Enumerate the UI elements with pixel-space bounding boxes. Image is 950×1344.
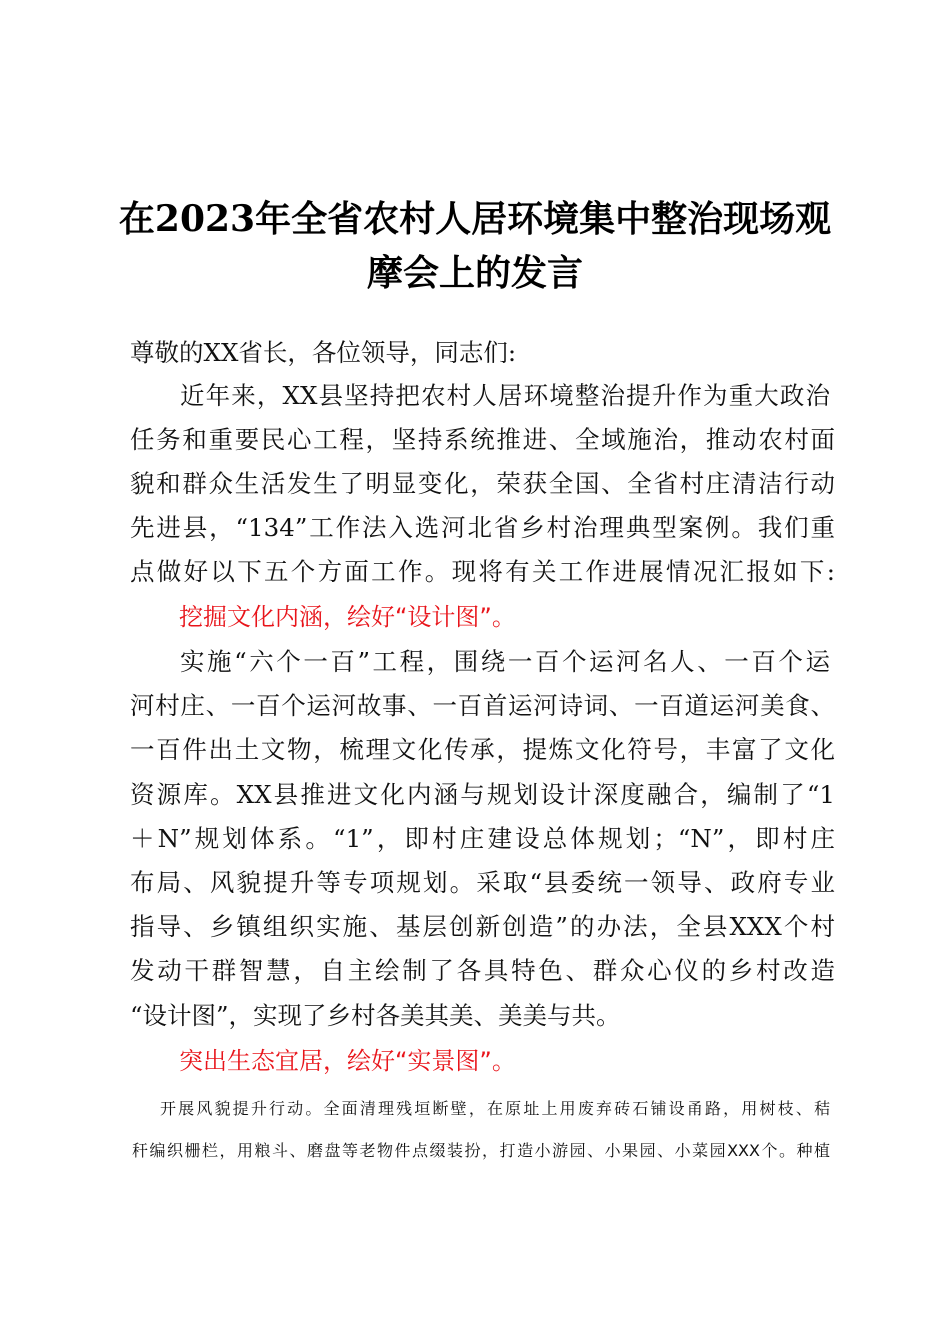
- intro-line-2: 任务和重要民心工程，坚持系统推进、全域施治，推动农村面: [130, 425, 835, 454]
- intro-line-1: 近年来，XX县坚持把农村人居环境整治提升作为重大政治: [180, 381, 830, 410]
- section1-line-7: 指导、乡镇组织实施、基层创新创造”的办法，全县XXX个村: [130, 912, 835, 941]
- title-line-2: 摩会上的发言: [366, 252, 583, 294]
- intro-line-4: 先进县，“134”工作法入选河北省乡村治理典型案例。我们重: [130, 513, 835, 542]
- section1-line-1: 实施“六个一百”工程，围绕一百个运河名人、一百个运: [180, 647, 830, 676]
- section1-line-9: “设计图”，实现了乡村各美其美、美美与共。: [130, 1001, 621, 1030]
- section1-line-2: 河村庄、一百个运河故事、一百首运河诗词、一百道运河美食、: [130, 691, 835, 720]
- title-line-1: 在2023年全省农村人居环境集中整治现场观: [118, 198, 832, 240]
- intro-line-5: 点做好以下五个方面工作。现将有关工作进展情况汇报如下:: [130, 557, 835, 586]
- section1-line-6: 布局、风貌提升等专项规划。采取“县委统一领导、政府专业: [130, 868, 835, 897]
- section1-line-8: 发动干群智慧，自主绘制了各具特色、群众心仪的乡村改造: [130, 956, 835, 985]
- section-heading-1: 挖掘文化内涵，绘好“设计图”。: [179, 603, 516, 631]
- section2-line-2: 秆编织栅栏，用粮斗、磨盘等老物件点缀装扮，打造小游园、小果园、小菜园XXX个。种植: [132, 1141, 830, 1160]
- salutation: 尊敬的XX省长，各位领导，同志们:: [130, 338, 517, 367]
- section1-line-4: 资源库。XX县推进文化内涵与规划设计深度融合，编制了“1: [130, 780, 835, 809]
- intro-line-3: 貌和群众生活发生了明显变化，荣获全国、全省村庄清洁行动: [130, 469, 835, 498]
- section1-line-5: ＋N”规划体系。“1”，即村庄建设总体规划；“N”，即村庄: [130, 824, 835, 853]
- section-heading-2: 突出生态宜居，绘好“实景图”。: [179, 1047, 516, 1075]
- section2-line-1: 开展风貌提升行动。全面清理残垣断壁，在原址上用废弃砖石铺设甬路，用树枝、秸: [160, 1099, 830, 1118]
- section1-line-3: 一百件出土文物，梳理文化传承，提炼文化符号，丰富了文化: [130, 735, 835, 764]
